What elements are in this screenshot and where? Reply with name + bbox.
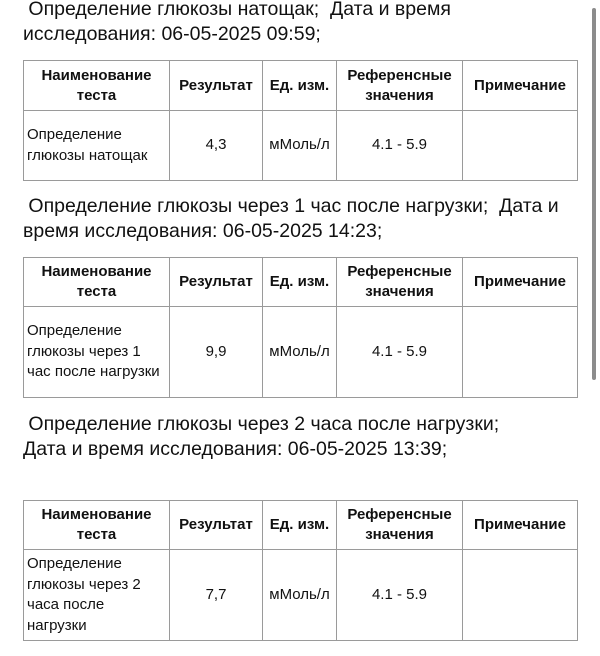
- cell-note: [463, 307, 578, 398]
- header-note: Примечание: [463, 258, 578, 307]
- header-note: Примечание: [463, 501, 578, 550]
- results-table-1-hour: [23, 257, 578, 398]
- table-row: [24, 550, 578, 641]
- section-title-1-hour: Определение глюкозы через 1 час после нагрузки; Дата и время исследования: 06-05-2025 14:23;: [23, 195, 565, 242]
- header-test-name: Наименование теста: [24, 61, 170, 111]
- header-test-name: Наименование теста: [24, 501, 170, 550]
- results-table-fasting: [23, 60, 578, 181]
- header-reference: Референсные значения: [337, 61, 463, 111]
- cell-unit: мМоль/л: [263, 550, 337, 641]
- header-unit: Ед. изм.: [263, 61, 337, 111]
- table-header-row: [24, 61, 578, 111]
- cell-note: [463, 550, 578, 641]
- cell-reference: 4.1 - 5.9: [337, 111, 463, 181]
- cell-test-name: Определение глюкозы натощак: [24, 111, 170, 181]
- cell-unit: мМоль/л: [263, 307, 337, 398]
- header-reference: Референсные значения: [337, 501, 463, 550]
- header-reference: Референсные значения: [337, 258, 463, 307]
- header-result: Результат: [170, 61, 263, 111]
- results-table-2-hours: [23, 500, 578, 641]
- table-row: [24, 307, 578, 398]
- header-note: Примечание: [463, 61, 578, 111]
- cell-result: 4,3: [170, 111, 263, 181]
- header-test-name: Наименование теста: [24, 258, 170, 307]
- vertical-scrollbar[interactable]: [592, 8, 596, 380]
- header-unit: Ед. изм.: [263, 501, 337, 550]
- cell-test-name: Определение глюкозы через 1 час после нагрузки: [24, 307, 170, 398]
- header-unit: Ед. изм.: [263, 258, 337, 307]
- cell-result: 9,9: [170, 307, 263, 398]
- table-header-row: [24, 501, 578, 550]
- cell-note: [463, 111, 578, 181]
- section-title-fasting: Определение глюкозы натощак; Дата и время исследования: 06-05-2025 09:59;: [23, 0, 457, 45]
- header-result: Результат: [170, 501, 263, 550]
- cell-reference: 4.1 - 5.9: [337, 550, 463, 641]
- cell-unit: мМоль/л: [263, 111, 337, 181]
- cell-result: 7,7: [170, 550, 263, 641]
- section-title-2-hours: Определение глюкозы через 2 часа после нагрузки; Дата и время исследования: 06-05-2025 13:39;: [23, 413, 510, 460]
- cell-reference: 4.1 - 5.9: [337, 307, 463, 398]
- table-row: [24, 111, 578, 181]
- cell-test-name: Определение глюкозы через 2 часа после нагрузки: [24, 550, 170, 641]
- table-header-row: [24, 258, 578, 307]
- header-result: Результат: [170, 258, 263, 307]
